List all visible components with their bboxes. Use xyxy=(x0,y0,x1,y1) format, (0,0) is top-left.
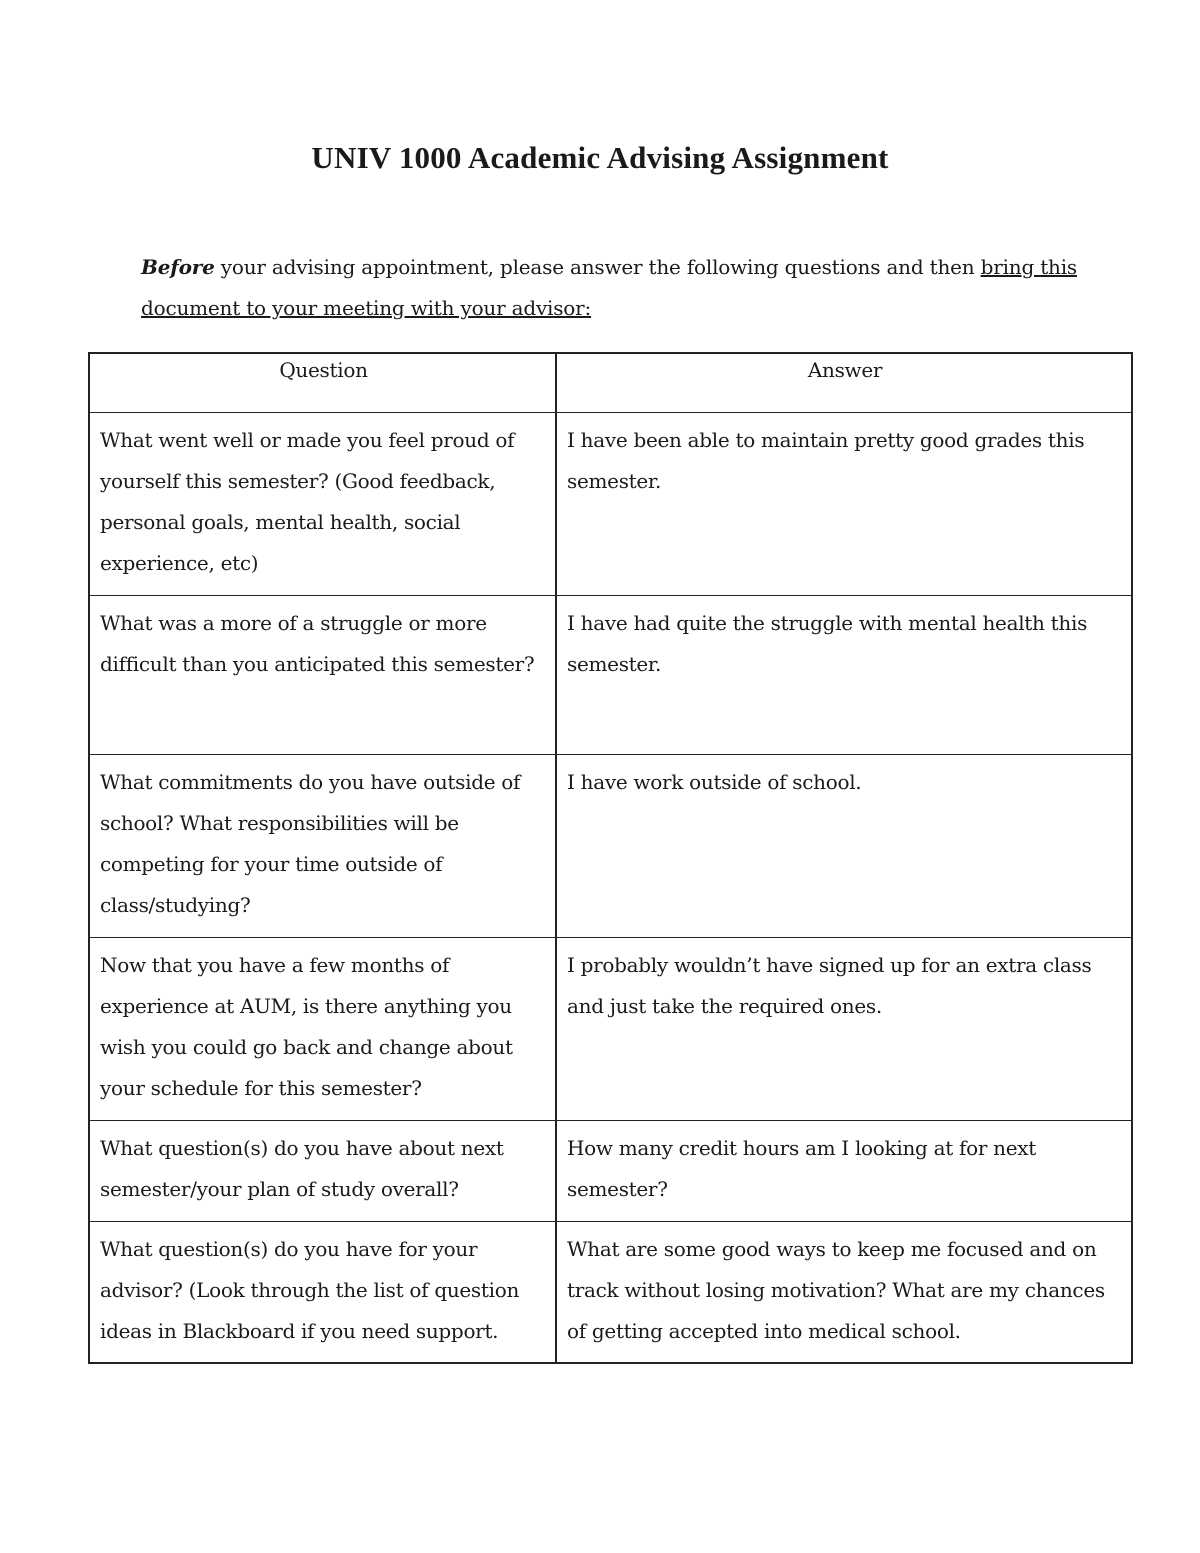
answer-cell[interactable]: What are some good ways to keep me focused and on track without losing motivation? What are my chances of getting accepted into medical school. xyxy=(556,1222,1132,1364)
advising-table xyxy=(88,352,1133,1364)
page-title: UNIV 1000 Academic Advising Assignment xyxy=(311,140,889,175)
question-cell: Now that you have a few months of experience at AUM, is there anything you wish you could go back and change about your schedule for this semester? xyxy=(89,938,556,1121)
table-row xyxy=(89,1121,1132,1222)
table-row xyxy=(89,596,1132,755)
answer-cell[interactable]: I have had quite the struggle with mental health this semester. xyxy=(556,596,1132,755)
answer-column-header: Answer xyxy=(556,353,1132,413)
question-cell: What question(s) do you have for your advisor? (Look through the list of question ideas in Blackboard if you need support. xyxy=(89,1222,556,1364)
question-cell: What was a more of a struggle or more difficult than you anticipated this semester? xyxy=(89,596,556,755)
instructions-underlined: bring this document to your meeting with your advisor: xyxy=(141,255,1077,320)
table-row xyxy=(89,755,1132,938)
instructions-text: your advising appointment, please answer the following questions and then xyxy=(214,255,981,279)
answer-cell[interactable]: I probably wouldn’t have signed up for an extra class and just take the required ones. xyxy=(556,938,1132,1121)
table-row xyxy=(89,1222,1132,1364)
question-cell: What went well or made you feel proud of yourself this semester? (Good feedback, personal goals, mental health, social experience, etc) xyxy=(89,413,556,596)
table-row xyxy=(89,938,1132,1121)
question-column-header: Question xyxy=(89,353,556,413)
instructions-paragraph xyxy=(141,247,1081,329)
answer-cell[interactable]: How many credit hours am I looking at for next semester? xyxy=(556,1121,1132,1222)
table-header-row xyxy=(89,353,1132,413)
question-cell: What question(s) do you have about next semester/your plan of study overall? xyxy=(89,1121,556,1222)
answer-cell[interactable]: I have been able to maintain pretty good grades this semester. xyxy=(556,413,1132,596)
answer-cell[interactable]: I have work outside of school. xyxy=(556,755,1132,938)
table-row xyxy=(89,413,1132,596)
instructions-emphasis: Before xyxy=(141,255,215,279)
question-cell: What commitments do you have outside of school? What responsibilities will be competing for your time outside of class/studying? xyxy=(89,755,556,938)
